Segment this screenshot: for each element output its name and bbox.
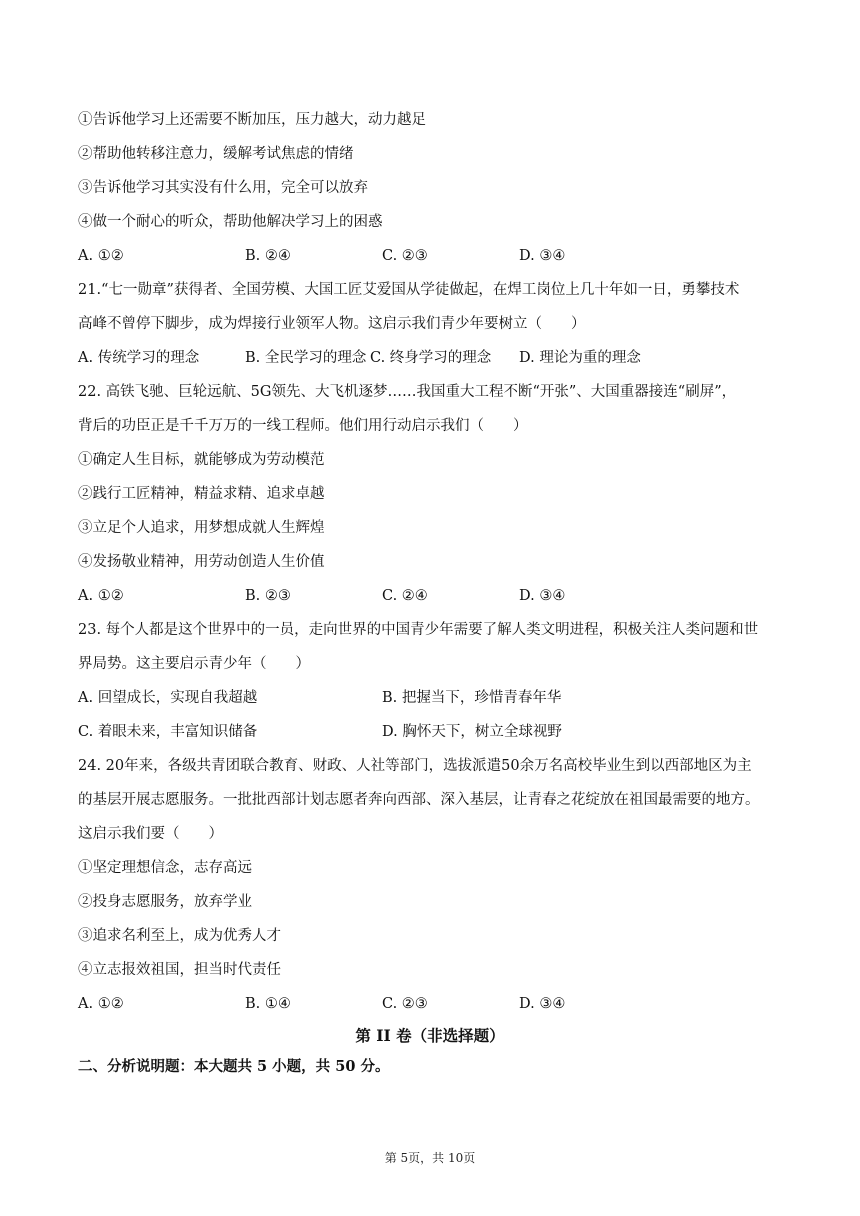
q23-option-b: B. 把握当下，珍惜青春年华 xyxy=(382,690,562,706)
q22-option-d: D. ③④ xyxy=(519,588,566,604)
q24-option-d: D. ③④ xyxy=(519,996,566,1012)
q20-statement-4: ④做一个耐心的听众，帮助他解决学习上的困惑 xyxy=(78,214,383,230)
q24-statement-2: ②投身志愿服务，放弃学业 xyxy=(78,894,252,910)
q22-option-b: B. ②③ xyxy=(245,588,291,604)
q24-option-b: B. ①④ xyxy=(245,996,291,1012)
section-title: 第 II 卷（非选择题） xyxy=(355,1026,505,1045)
q22-statement-4: ④发扬敬业精神，用劳动创造人生价值 xyxy=(78,554,325,570)
q23-option-d: D. 胸怀天下，树立全球视野 xyxy=(382,724,562,740)
q23-stem-line-1: 23. 每个人都是这个世界中的一员，走向世界的中国青少年需要了解人类文明进程，积极关注人类问题和世 xyxy=(78,622,759,638)
q23-options-row-1 xyxy=(78,688,798,708)
q24-stem-line-3: 这启示我们要（ ） xyxy=(78,826,223,842)
q22-statement-3: ③立足个人追求，用梦想成就人生辉煌 xyxy=(78,520,325,536)
q23-option-a: A. 回望成长，实现自我超越 xyxy=(78,690,258,706)
q24-options xyxy=(78,994,798,1014)
q24-stem-line-1: 24. 20年来，各级共青团联合教育、财政、人社等部门，选拔派遣50余万名高校毕业生到以西部地区为主 xyxy=(78,758,752,774)
q22-stem-line-2: 背后的功臣正是千千万万的一线工程师。他们用行动启示我们（ ） xyxy=(78,418,528,434)
q20-option-c: C. ②③ xyxy=(382,248,428,264)
q21-option-b: B. 全民学习的理念 xyxy=(245,350,367,366)
q24-statement-4: ④立志报效祖国，担当时代责任 xyxy=(78,962,281,978)
q20-options xyxy=(78,246,798,266)
q20-statement-3: ③告诉他学习其实没有什么用，完全可以放弃 xyxy=(78,180,368,196)
q22-statement-1: ①确定人生目标，就能够成为劳动模范 xyxy=(78,452,325,468)
q21-options xyxy=(78,348,798,368)
q21-option-a: A. 传统学习的理念 xyxy=(78,350,200,366)
q22-statement-2: ②践行工匠精神，精益求精、追求卓越 xyxy=(78,486,325,502)
q24-statement-1: ①坚定理想信念，志存高远 xyxy=(78,860,252,876)
q24-option-c: C. ②③ xyxy=(382,996,428,1012)
q20-option-b: B. ②④ xyxy=(245,248,291,264)
q22-stem-line-1: 22. 高铁飞驰、巨轮远航、5G领先、大飞机逐梦……我国重大工程不断“开张”、大国重器接连“刷屏”， xyxy=(78,384,737,400)
q20-statement-1: ①告诉他学习上还需要不断加压，压力越大，动力越足 xyxy=(78,112,426,128)
q23-stem-line-2: 界局势。这主要启示青少年（ ） xyxy=(78,656,310,672)
q21-stem-line-2: 高峰不曾停下脚步，成为焊接行业领军人物。这启示我们青少年要树立（ ） xyxy=(78,316,586,332)
q20-statement-2: ②帮助他转移注意力，缓解考试焦虑的情绪 xyxy=(78,146,354,162)
q20-option-d: D. ③④ xyxy=(519,248,566,264)
q22-options xyxy=(78,586,798,606)
q20-option-a: A. ①② xyxy=(78,248,124,264)
q22-option-a: A. ①② xyxy=(78,588,124,604)
q21-option-c: C. 终身学习的理念 xyxy=(370,350,492,366)
section-subtitle: 二、分析说明题：本大题共 5 小题，共 50 分。 xyxy=(78,1058,390,1075)
page-footer: 第 5页，共 10页 xyxy=(384,1151,476,1165)
q21-stem-line-1: 21.“七一勋章”获得者、全国劳模、大国工匠艾爱国从学徒做起，在焊工岗位上几十年如一日，勇攀技术 xyxy=(78,282,740,298)
q24-option-a: A. ①② xyxy=(78,996,124,1012)
q24-statement-3: ③追求名利至上，成为优秀人才 xyxy=(78,928,281,944)
q22-option-c: C. ②④ xyxy=(382,588,428,604)
q23-option-c: C. 着眼未来，丰富知识储备 xyxy=(78,724,258,740)
q24-stem-line-2: 的基层开展志愿服务。一批批西部计划志愿者奔向西部、深入基层，让青春之花绽放在祖国最需要的地方。 xyxy=(78,792,760,808)
q21-option-d: D. 理论为重的理念 xyxy=(519,350,641,366)
q23-options-row-2 xyxy=(78,722,798,742)
